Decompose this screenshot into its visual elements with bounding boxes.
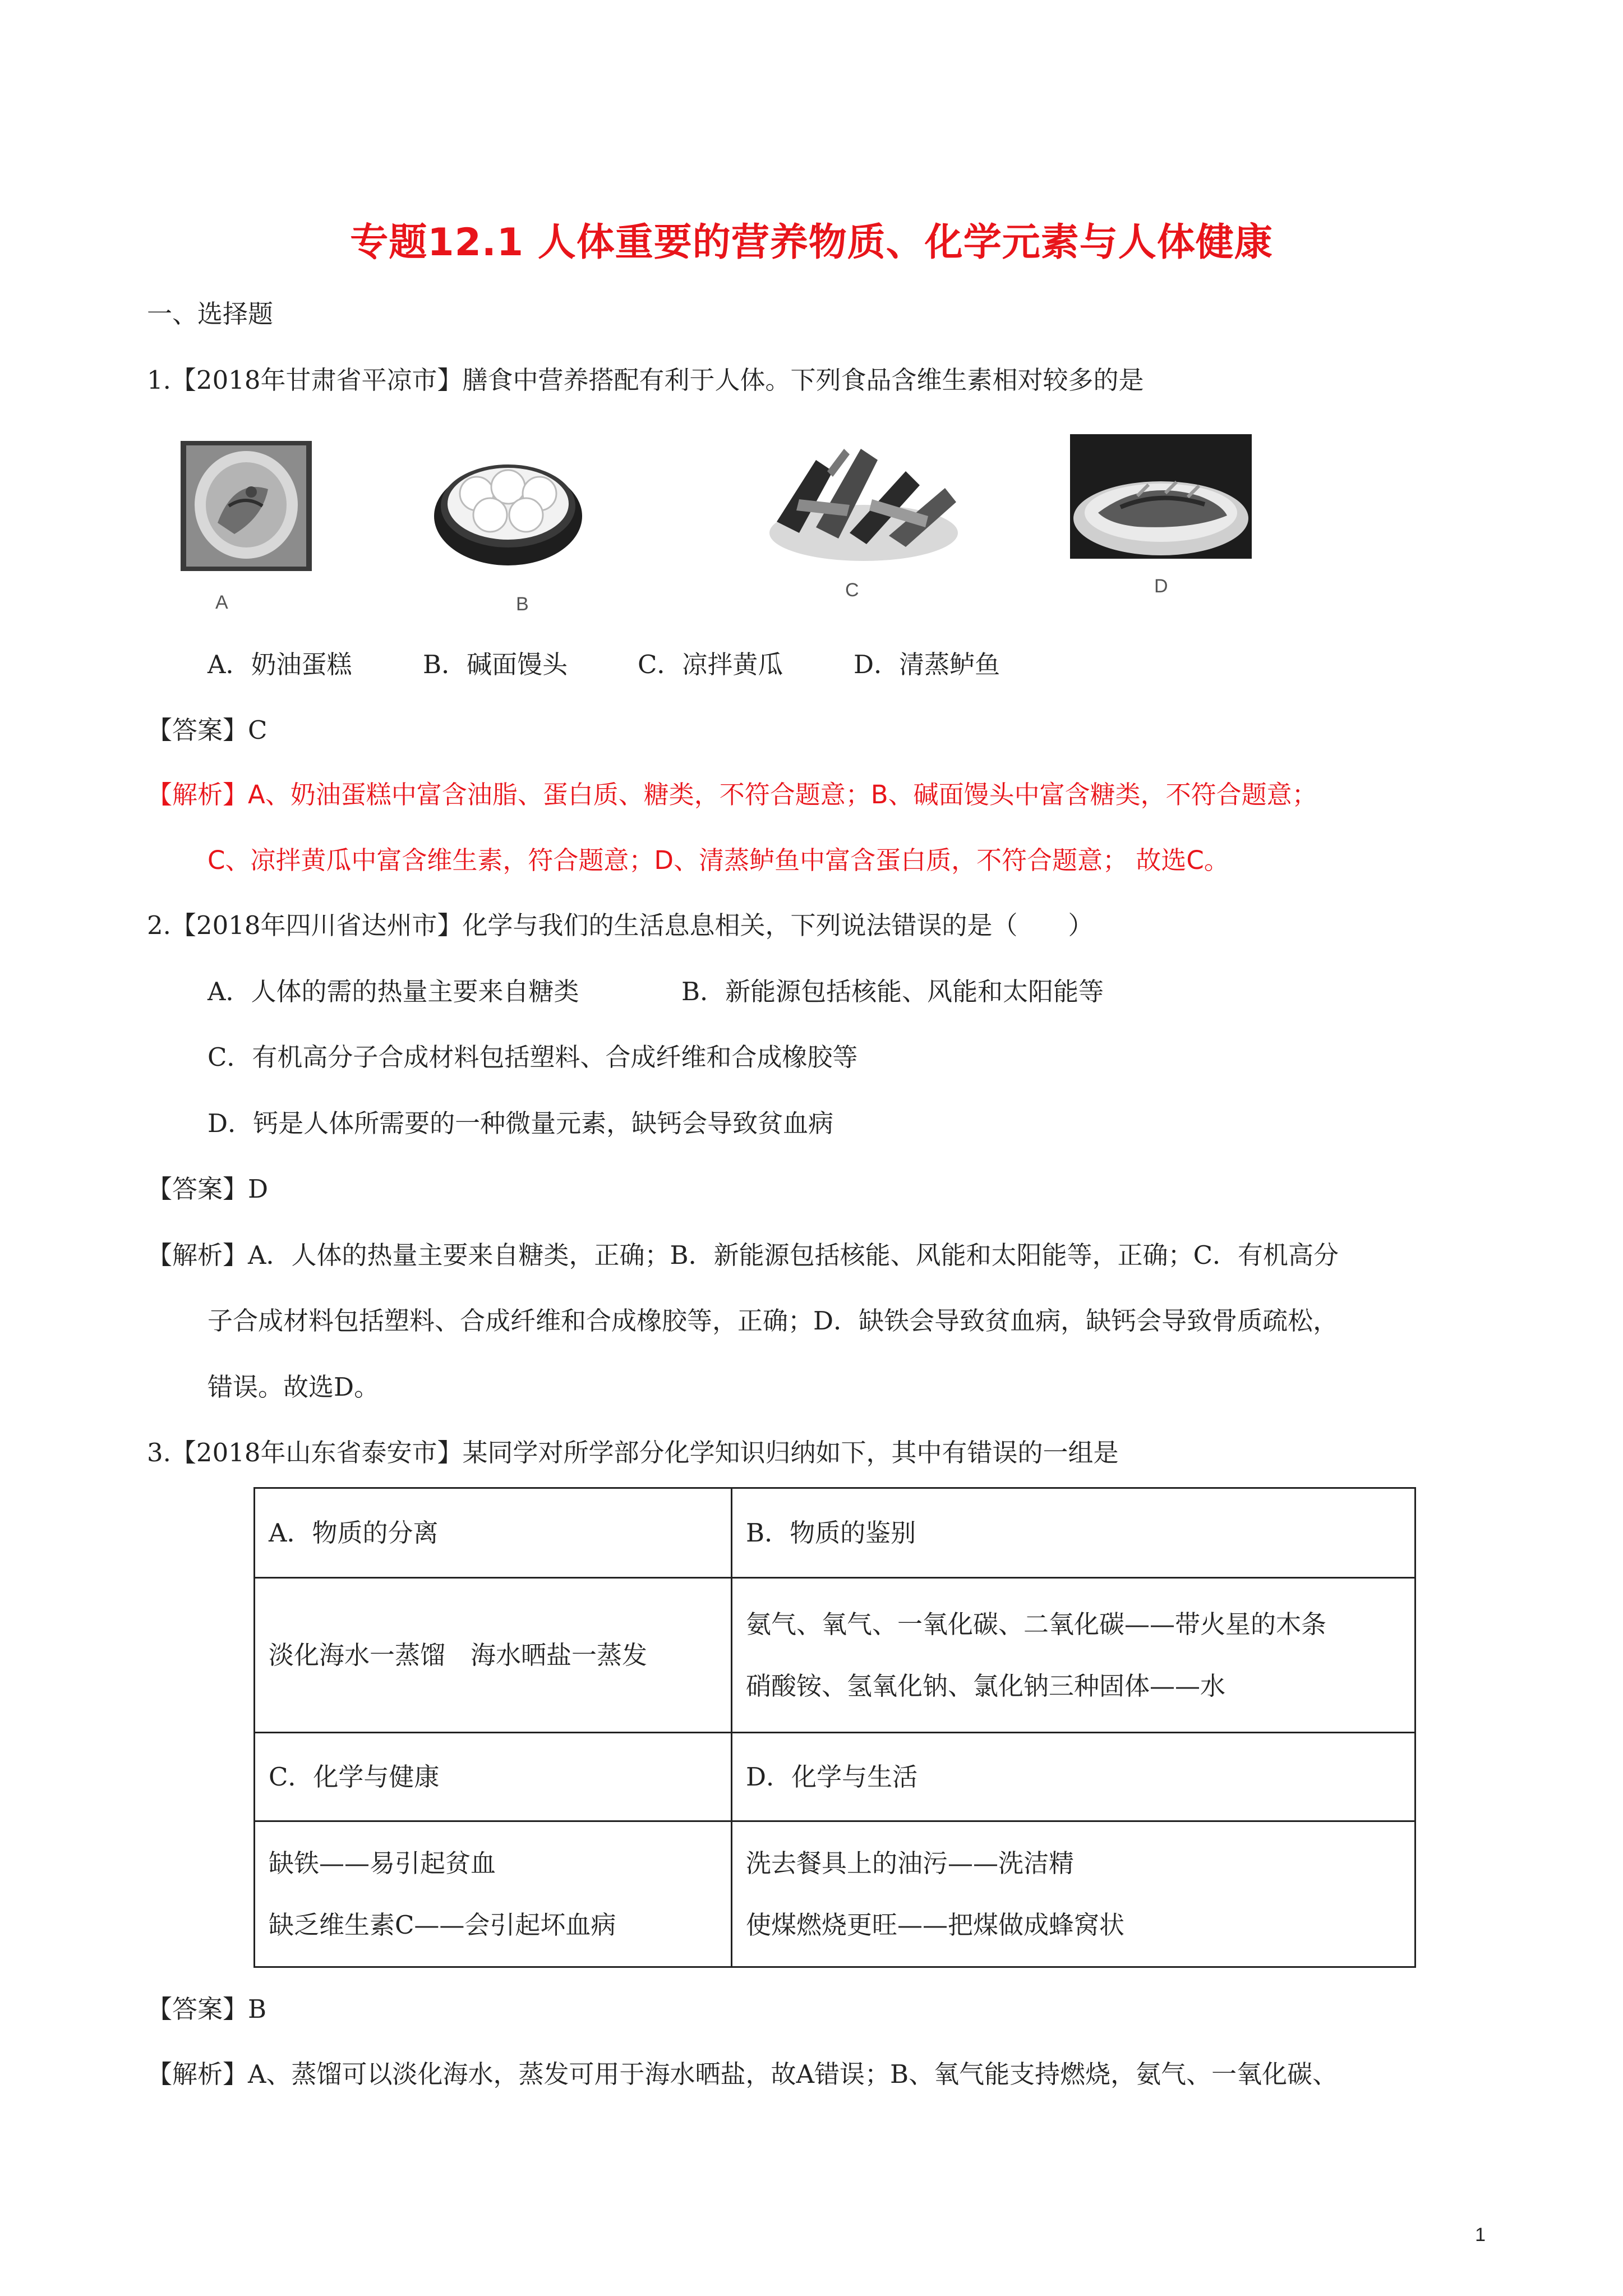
table-cell	[732, 1578, 1415, 1733]
image-label-a: A	[215, 592, 228, 613]
table-cell-d-head: D．化学与生活	[746, 1761, 918, 1792]
steamed-buns-image	[432, 443, 584, 570]
table-cell-d-body-1: 洗去餐具上的油污——洗洁精	[746, 1848, 1075, 1878]
q1-answer: 【答案】C	[147, 715, 268, 745]
q1-option-d: D．清蒸鲈鱼	[854, 650, 1000, 679]
knowledge-table	[253, 1487, 1416, 1968]
table-cell-a-head: A．物质的分离	[269, 1517, 439, 1548]
table-row	[255, 1821, 1415, 1967]
q1-option-c: C．凉拌黄瓜	[638, 650, 783, 679]
image-label-d: D	[1154, 576, 1168, 597]
q1-analysis-line-2: C、凉拌黄瓜中富含维生素，符合题意；D、清蒸鲈鱼中富含蛋白质，不符合题意； 故选C。	[208, 845, 1229, 875]
table-cell	[255, 1733, 732, 1821]
table-cell-b-body-2: 硝酸铵、氢氧化钠、氯化钠三种固体——水	[746, 1671, 1226, 1701]
q2-analysis-line-2: 子合成材料包括塑料、合成纤维和合成橡胶等，正确；D．缺铁会导致贫血病，缺钙会导致骨质疏松，	[208, 1306, 1339, 1336]
image-label-b: B	[516, 593, 529, 615]
q2-option-c: C．有机高分子合成材料包括塑料、合成纤维和合成橡胶等	[208, 1042, 858, 1072]
image-label-c: C	[845, 579, 859, 601]
table-cell-c-body-2: 缺乏维生素C——会引起坏血病	[269, 1910, 616, 1940]
q1-option-b: B．碱面馒头	[423, 650, 568, 679]
q2-option-d: D．钙是人体所需要的一种微量元素，缺钙会导致贫血病	[208, 1108, 834, 1138]
q2-option-b: B．新能源包括核能、风能和太阳能等	[681, 977, 1104, 1006]
section-heading: 一、选择题	[147, 299, 274, 329]
cake-image	[178, 439, 314, 573]
table-cell-a-body: 淡化海水一蒸馏 海水晒盐一蒸发	[269, 1640, 648, 1670]
table-row	[255, 1733, 1415, 1821]
q3-answer: 【答案】B	[147, 1994, 267, 2024]
q1-option-a: A．奶油蛋糕	[208, 650, 352, 679]
steamed-fish-image	[1070, 434, 1252, 559]
table-cell-b-body-1: 氨气、氧气、一氧化碳、二氧化碳——带火星的木条	[746, 1609, 1327, 1639]
table-cell	[732, 1488, 1415, 1578]
table-cell-b-head: B．物质的鉴别	[746, 1517, 916, 1548]
table-cell	[255, 1488, 732, 1578]
table-cell	[732, 1733, 1415, 1821]
q3-stem: 3.【2018年山东省泰安市】某同学对所学部分化学知识归纳如下，其中有错误的一组是	[147, 1438, 1119, 1467]
cucumber-salad-image	[766, 438, 962, 564]
page-title: 专题12.1 人体重要的营养物质、化学元素与人体健康	[350, 220, 1273, 265]
q2-analysis-line-1: 【解析】A．人体的热量主要来自糖类，正确；B．新能源包括核能、风能和太阳能等，正确；C．有机高分	[147, 1240, 1339, 1270]
q2-answer: 【答案】D	[147, 1174, 269, 1204]
q1-analysis-line-1: 【解析】A、奶油蛋糕中富含油脂、蛋白质、糖类，不符合题意；B、碱面馒头中富含糖类，不符合题意；	[147, 780, 1317, 809]
q3-analysis-line-1: 【解析】A、蒸馏可以淡化海水，蒸发可用于海水晒盐，故A错误；B、氧气能支持燃烧，氨气、一氧化碳、	[147, 2059, 1338, 2089]
table-row	[255, 1578, 1415, 1733]
table-row	[255, 1488, 1415, 1578]
table-cell	[255, 1578, 732, 1733]
q2-stem: 2.【2018年四川省达州市】化学与我们的生活息息相关，下列说法错误的是（ ）	[147, 910, 1094, 940]
q2-analysis-line-3: 错误。故选D。	[208, 1372, 380, 1402]
table-cell-c-head: C．化学与健康	[269, 1761, 440, 1792]
table-cell-c-body-1: 缺铁——易引起贫血	[269, 1848, 496, 1878]
page-number: 1	[1475, 2224, 1486, 2246]
table-cell-d-body-2: 使煤燃烧更旺——把煤做成蜂窝状	[746, 1910, 1125, 1940]
q1-stem: 1.【2018年甘肃省平凉市】膳食中营养搭配有利于人体。下列食品含维生素相对较多的是	[147, 365, 1144, 395]
table-cell	[732, 1821, 1415, 1967]
table-cell	[255, 1821, 732, 1967]
q2-option-a: A．人体的需的热量主要来自糖类	[208, 977, 579, 1006]
